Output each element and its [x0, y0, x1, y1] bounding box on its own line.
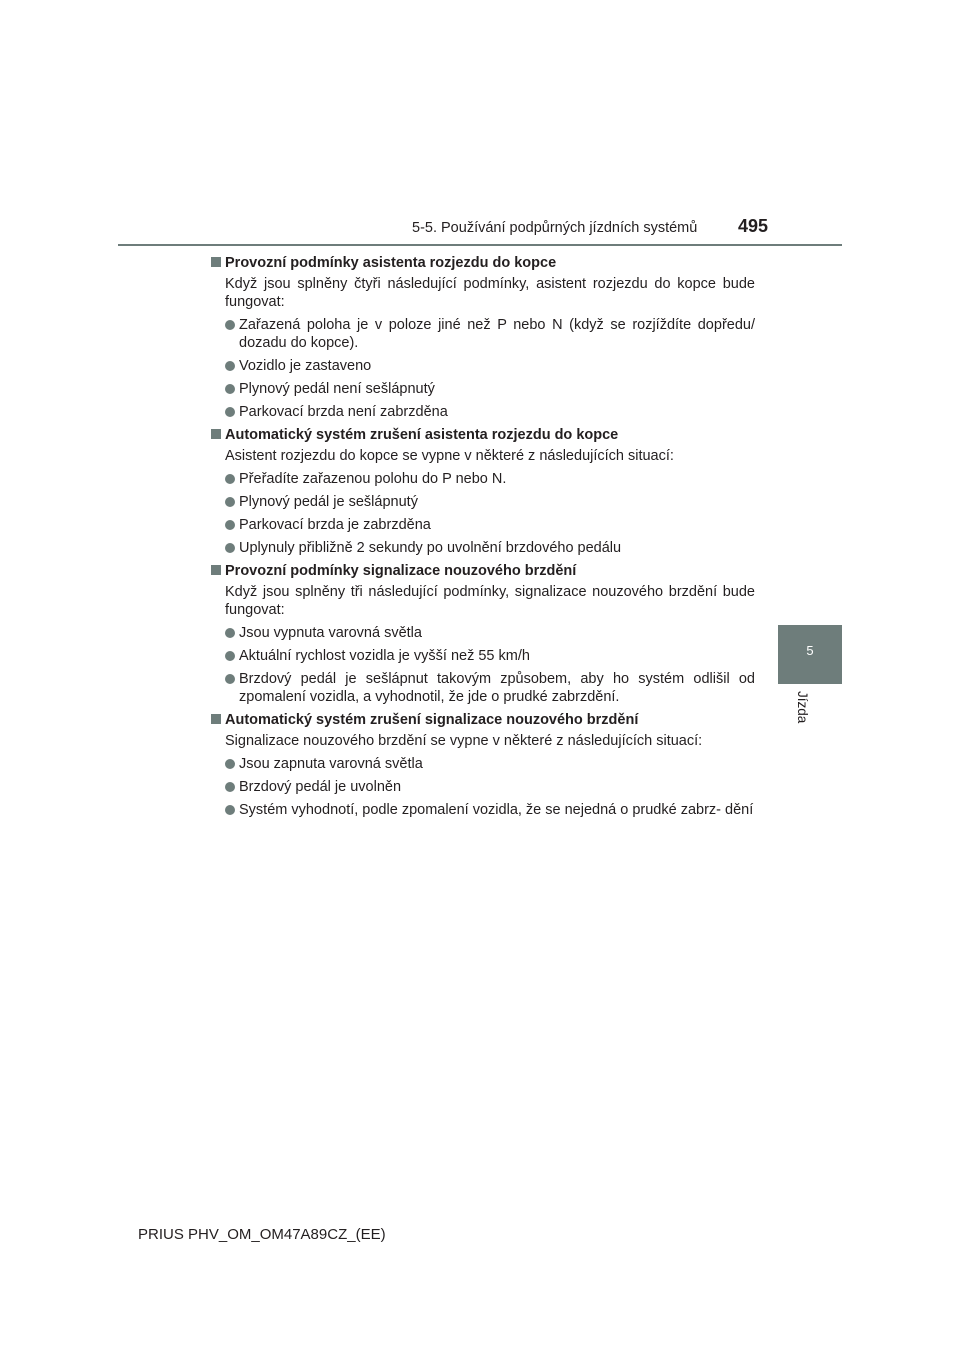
- round-bullet-icon: [225, 782, 235, 792]
- header-divider: [118, 244, 842, 246]
- list-item: [210, 647, 755, 665]
- list-item-text: Zařazená poloha je v poloze jiné než P nebo N (když se rozjíždíte dopředu/ dozadu do kopce).: [239, 317, 755, 351]
- list-item: [210, 670, 755, 706]
- list-item: [210, 516, 755, 534]
- chapter-label: Jízda: [795, 691, 810, 724]
- running-header-section: 5-5. Používání podpůrných jízdních systémů: [412, 220, 698, 236]
- round-bullet-icon: [225, 384, 235, 394]
- list-item-text: Systém vyhodnotí, podle zpomalení vozidla, že se nejedná o prudké zabrz- dění: [239, 802, 754, 818]
- round-bullet-icon: [225, 651, 235, 661]
- list-item-text: Parkovací brzda je zabrzděna: [239, 517, 431, 533]
- section-emergency-brake-cancel: [210, 711, 755, 819]
- section-heading: [210, 562, 755, 580]
- list-item-text: Aktuální rychlost vozidla je vyšší než 55 km/h: [239, 648, 530, 664]
- section-hill-start-cancel: [210, 426, 755, 557]
- round-bullet-icon: [225, 759, 235, 769]
- list-item: [210, 403, 755, 421]
- round-bullet-icon: [225, 407, 235, 417]
- list-item: [210, 624, 755, 642]
- list-item-text: Přeřadíte zařazenou polohu do P nebo N.: [239, 471, 507, 487]
- section-heading: [210, 426, 755, 444]
- list-item-text: Parkovací brzda není zabrzděna: [239, 404, 448, 420]
- chapter-number: 5: [806, 643, 814, 658]
- list-item-text: Plynový pedál není sešlápnutý: [239, 381, 435, 397]
- document-code-footer: PRIUS PHV_OM_OM47A89CZ_(EE): [138, 1226, 386, 1243]
- list-item: [210, 316, 755, 352]
- list-item: [210, 493, 755, 511]
- round-bullet-icon: [225, 805, 235, 815]
- section-heading-text: Automatický systém zrušení asistenta rozjezdu do kopce: [225, 427, 619, 443]
- list-item-text: Uplynuly přibližně 2 sekundy po uvolnění brzdového pedálu: [239, 540, 622, 556]
- round-bullet-icon: [225, 361, 235, 371]
- round-bullet-icon: [225, 674, 235, 684]
- list-item-text: Plynový pedál je sešlápnutý: [239, 494, 418, 510]
- round-bullet-icon: [225, 628, 235, 638]
- round-bullet-icon: [225, 474, 235, 484]
- list-item: [210, 539, 755, 557]
- list-item: [210, 778, 755, 796]
- section-emergency-brake-conditions: [210, 562, 755, 706]
- section-heading-text: Automatický systém zrušení signalizace nouzového brzdění: [225, 712, 639, 728]
- list-item: [210, 470, 755, 488]
- list-item: [210, 801, 755, 819]
- section-hill-start-conditions: [210, 254, 755, 421]
- round-bullet-icon: [225, 497, 235, 507]
- list-item: [210, 755, 755, 773]
- section-heading: [210, 711, 755, 729]
- section-intro: Když jsou splněny čtyři následující podmínky, asistent rozjezdu do kopce bude fungovat:: [225, 276, 755, 310]
- section-intro: Když jsou splněny tři následující podmínky, signalizace nouzového brzdění bude fungovat:: [225, 584, 755, 618]
- list-item-text: Brzdový pedál je sešlápnut takovým způsobem, aby ho systém odlišil od zpomalení vozidla, a vyhodnotil, že jde o prudké zabrzdění.: [239, 671, 755, 705]
- list-item: [210, 380, 755, 398]
- main-content: [210, 254, 755, 824]
- square-bullet-icon: [211, 429, 221, 439]
- list-item-text: Jsou vypnuta varovná světla: [239, 625, 422, 641]
- list-item-text: Jsou zapnuta varovná světla: [239, 756, 423, 772]
- page-number: 495: [738, 216, 769, 236]
- list-item: [210, 357, 755, 375]
- square-bullet-icon: [211, 714, 221, 724]
- section-heading-text: Provozní podmínky asistenta rozjezdu do kopce: [225, 255, 557, 271]
- round-bullet-icon: [225, 320, 235, 330]
- list-item-text: Brzdový pedál je uvolněn: [239, 779, 402, 795]
- round-bullet-icon: [225, 520, 235, 530]
- square-bullet-icon: [211, 257, 221, 267]
- list-item-text: Vozidlo je zastaveno: [239, 358, 372, 374]
- section-heading: [210, 254, 755, 272]
- round-bullet-icon: [225, 543, 235, 553]
- section-intro: Signalizace nouzového brzdění se vypne v některé z následujících situací:: [225, 733, 703, 749]
- section-intro: Asistent rozjezdu do kopce se vypne v některé z následujících situací:: [225, 448, 674, 464]
- chapter-tab: [778, 625, 842, 684]
- section-heading-text: Provozní podmínky signalizace nouzového brzdění: [225, 563, 577, 579]
- square-bullet-icon: [211, 565, 221, 575]
